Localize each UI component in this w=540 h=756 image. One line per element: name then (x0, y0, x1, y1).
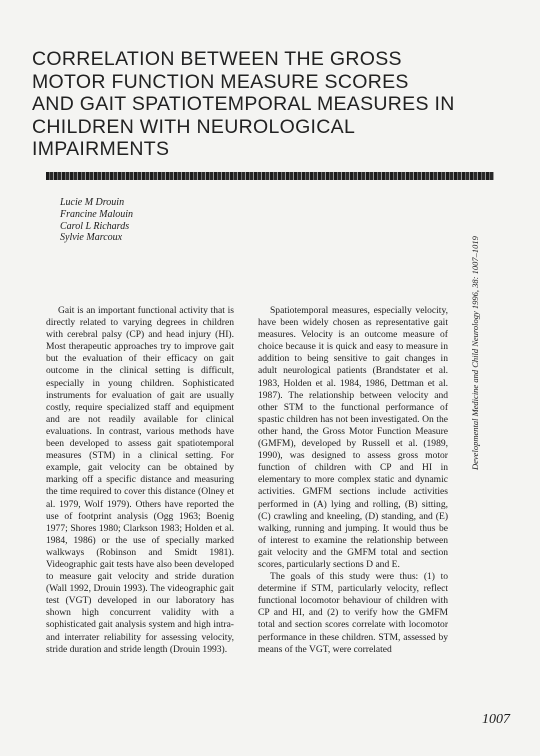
author-name: Carol L Richards (60, 220, 130, 232)
author-list (60, 197, 133, 244)
decorative-rule (46, 172, 494, 180)
title-line: MOTOR FUNCTION MEASURE SCORES (32, 70, 409, 93)
body-paragraph: The goals of this study were thus: (1) to determine if STM, particularly velocity, reflect functional locomotor behaviour of children with CP and HI, and (2) to verify how the GMFM total and section scores correlate with locomotor performance in these children. STM, assessed by means of the VGT, were correlated (258, 571, 448, 655)
page-number: 1007 (482, 712, 510, 727)
author-name: Lucie M Drouin (60, 197, 125, 208)
title-line: AND GAIT SPATIOTEMPORAL MEASURES IN (32, 93, 455, 115)
body-paragraph: Gait is an important functional activity that is directly related to varying degrees in children with cerebral palsy (CP) and head injury (HI). Most therapeutic approaches try to improve gait but the evaluation of their efficacy on gait outcome in the clinical setting is difficult, especially in young children. Sophisticated instruments for evaluation of gait are usually costly, require specialized staff and equipment and are not readily available for clinical evaluations. In contrast, various methods have been developed to assess gait spatiotemporal measures (STM) in a clinical setting. For example, gait velocity can be obtained by marking off a specific distance and measuring the time required to cover this distance (Olney et al. 1979, Wolf 1979). Others have reported the use of footprint analysis (Ogg 1963; Boenig 1977; Shores 1980; Clarkson 1983; Holden et al. 1984, 1986) or the use of specially marked walkways (Robinson and Smidt 1981). Videographic gait tests have also been developed to measure gait velocity and stride duration (Wall 1992, Drouin 1993). The videographic gait test (VGT) developed in our laboratory has shown high concurrent validity with a sophisticated gait analysis system and high intra- and interrater reliability for assessing velocity, stride duration and stride length (Drouin 1993). (46, 305, 234, 655)
body-paragraph: Spatiotemporal measures, especially velocity, have been widely chosen as representative gait measures. Velocity is an outcome measure of choice because it is quick and easy to measure in addition to being sensitive to gait changes in adult neurological patients (Brandstater et al. 1983, Holden et al. 1984, 1986, Dettman et al. 1987). The relationship between velocity and other STM to the functional performance of spastic children has not been investigated. On the other hand, the Gross Motor Function Measure (GMFM), developed by Russell et al. (1989, 1990), was designed to assess gross motor function of children with CP and HI in elementary to more complex static and dynamic activities. GMFM sections include activities performed in (A) lying and rolling, (B) sitting, (C) crawling and kneeling, (D) standing, and (E) walking, running and jumping. It would thus be of interest to examine the relationship between gait velocity and the GMFM total and section scores, particularly sections D and E. (258, 305, 448, 570)
title-line: CORRELATION BETWEEN THE GROSS (32, 48, 402, 70)
title-line: CHILDREN WITH NEUROLOGICAL (32, 115, 356, 138)
journal-citation: Developmental Medicine and Child Neurology 1996, 38: 1007–1019 (470, 236, 480, 470)
author-name: Sylvie Marcoux (60, 232, 123, 244)
title-line: IMPAIRMENTS (32, 138, 170, 160)
author-name: Francine Malouin (60, 208, 134, 220)
article-title (32, 48, 462, 161)
body-column-left (46, 305, 234, 656)
body-column-right (258, 305, 448, 656)
